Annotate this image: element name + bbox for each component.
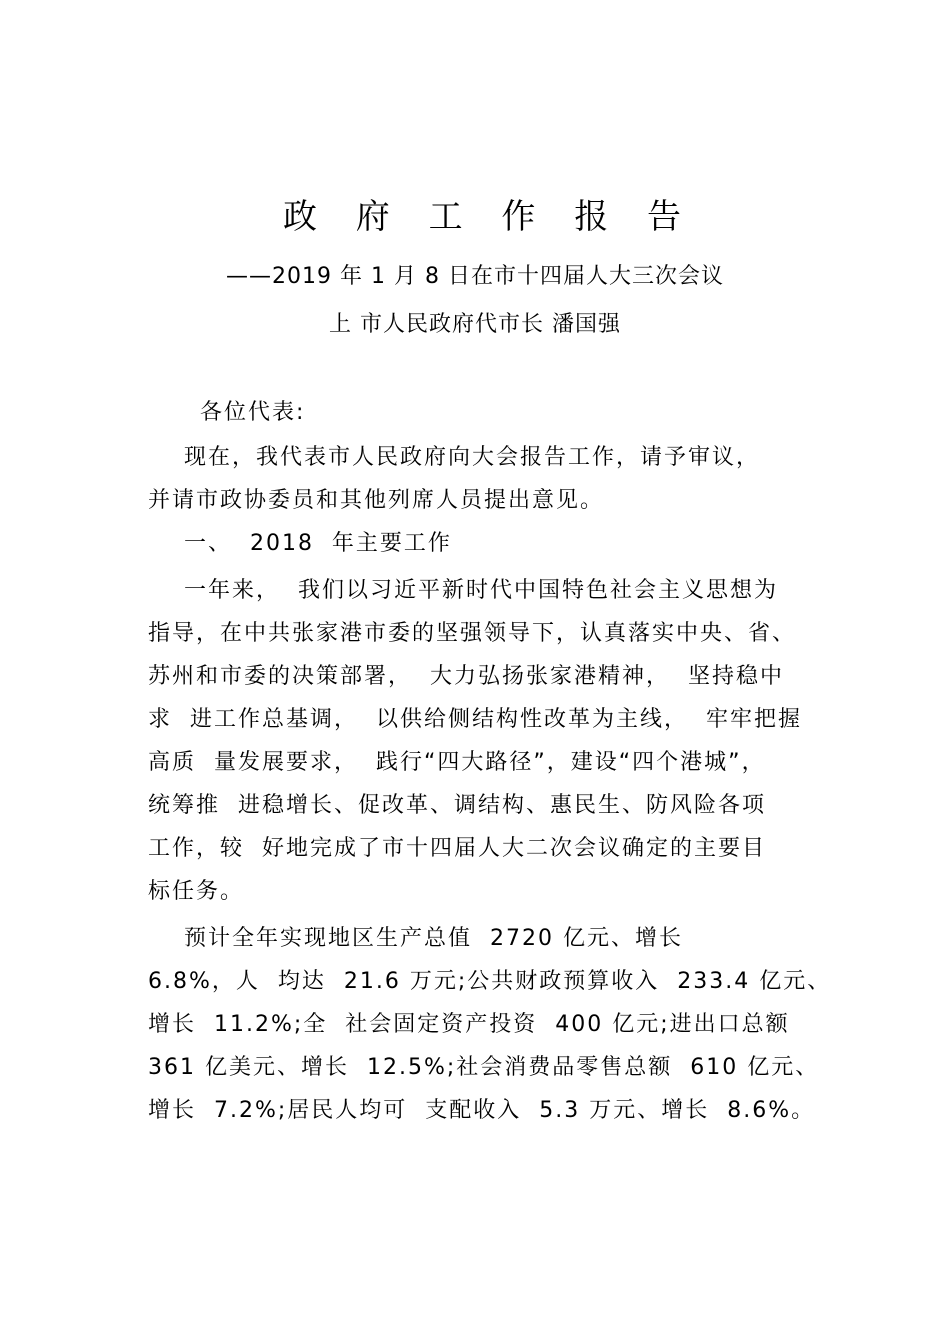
- section-heading-text: 一、 2018 年主要工作: [148, 531, 452, 556]
- paragraph-line: 工作，较 好地完成了市十四届人大二次会议确定的主要目: [148, 836, 766, 861]
- summary-paragraph: [148, 569, 828, 913]
- report-title: 政 府 工 作 报 告: [282, 197, 696, 237]
- paragraph-line: 增长 7.2%;居民人均可 支配收入 5.3 万元、增长 8.6%。: [148, 1098, 816, 1123]
- paragraph-line: 苏州和市委的决策部署， 大力弘扬张家港精神， 坚持稳中: [148, 664, 784, 689]
- greeting: [148, 391, 828, 434]
- greeting-text: 各位代表:: [200, 400, 306, 425]
- report-subtitle-line2: 上 市人民政府代市长 潘国强: [329, 312, 621, 337]
- paragraph-line: 现在，我代表市人民政府向大会报告工作，请予审议，: [148, 445, 760, 470]
- paragraph-line: 统筹推 进稳增长、促改革、调结构、惠民生、防风险各项: [148, 793, 766, 818]
- section-heading: [148, 522, 828, 565]
- paragraph-line: 求 进工作总基调， 以供给侧结构性改革为主线， 牢牢把握: [148, 707, 802, 732]
- paragraph-line: 高质 量发展要求， 践行“四大路径”，建设“四个港城”，: [148, 750, 766, 775]
- paragraph-line: 并请市政协委员和其他列席人员提出意见。: [148, 488, 605, 513]
- paragraph-line: 361 亿美元、增长 12.5%;社会消费品零售总额 610 亿元、: [148, 1055, 820, 1080]
- paragraph-line: 指导，在中共张家港市委的坚强领导下，认真落实中央、省、: [148, 621, 797, 646]
- paragraph-line: 增长 11.2%;全 社会固定资产投资 400 亿元;进出口总额: [148, 1012, 790, 1037]
- paragraph-line: 标任务。: [148, 879, 245, 904]
- report-subtitle-line1: ——2019 年 1 月 8 日在市十四届人大三次会议: [226, 264, 724, 289]
- paragraph-line: 6.8%，人 均达 21.6 万元;公共财政预算收入 233.4 亿元、: [148, 969, 832, 994]
- paragraph-line: 一年来， 我们以习近平新时代中国特色社会主义思想为: [148, 578, 778, 603]
- statistics-paragraph: [148, 917, 832, 1132]
- intro-paragraph: [148, 436, 828, 522]
- paragraph-line: 预计全年实现地区生产总值 2720 亿元、增长: [148, 926, 683, 951]
